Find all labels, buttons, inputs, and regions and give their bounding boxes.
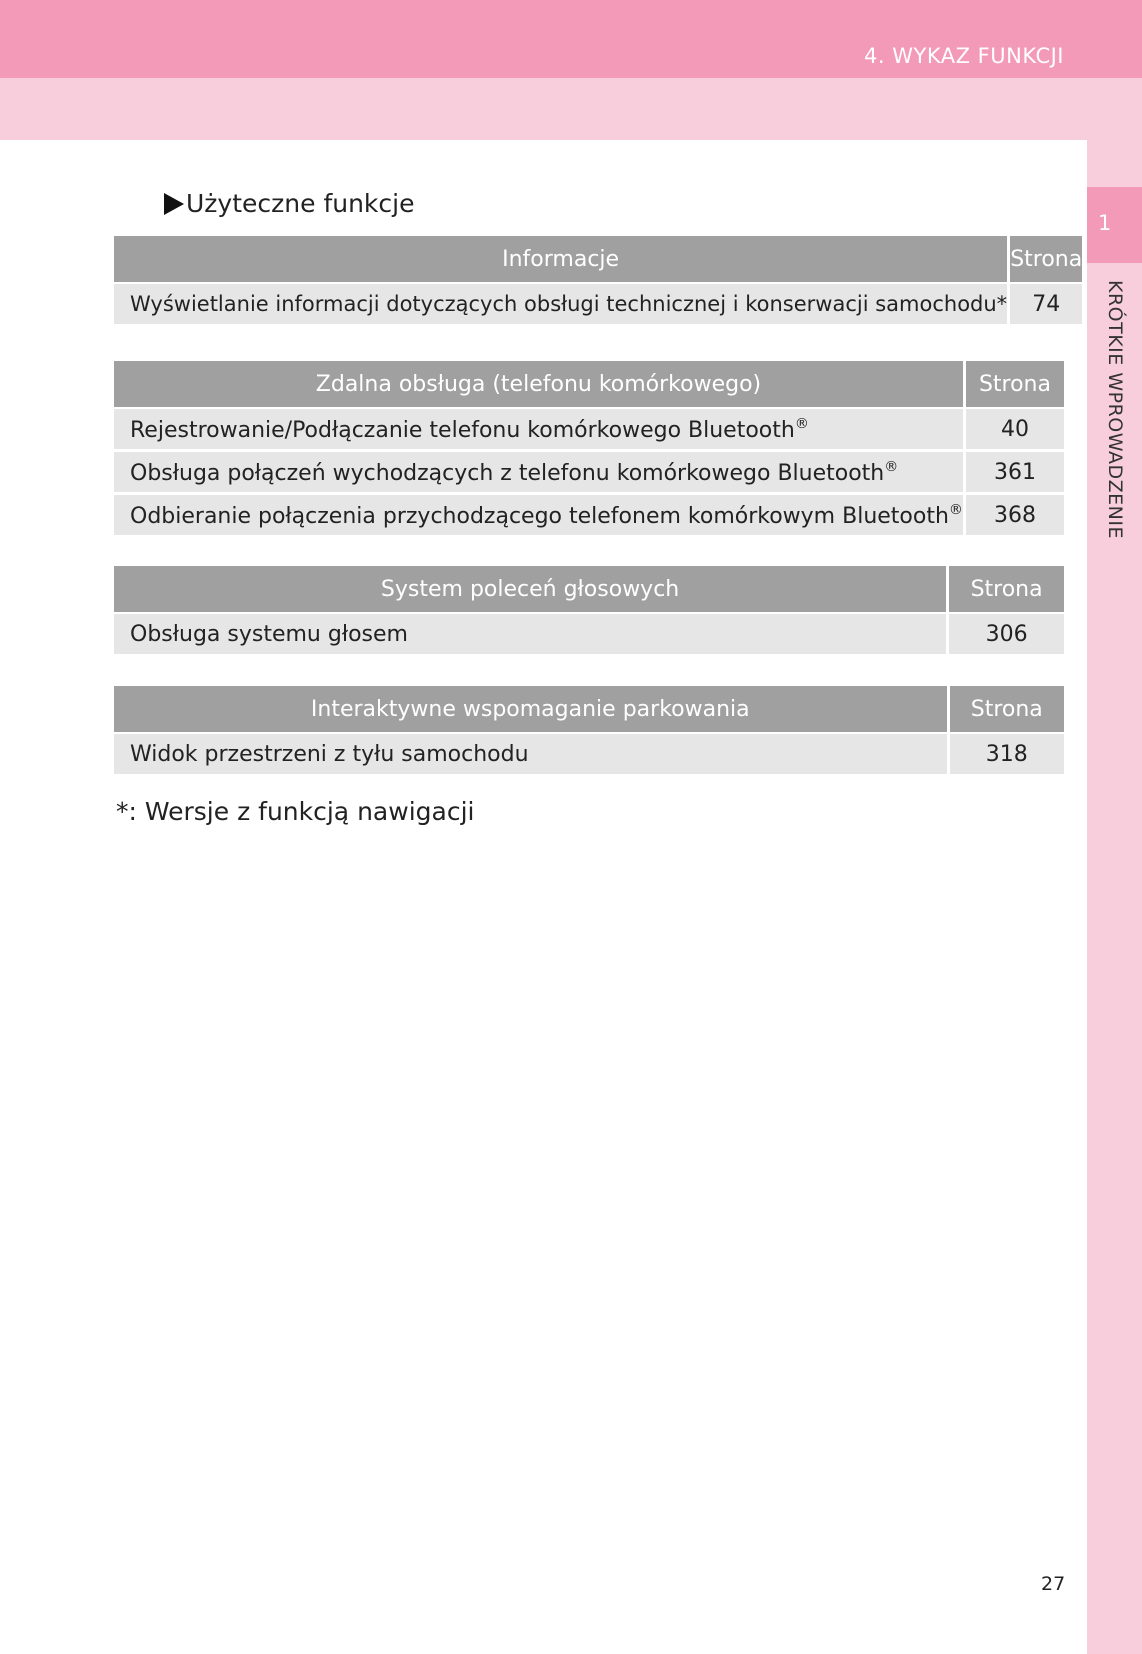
table-row [114,284,1082,324]
table-row [114,614,1064,654]
table-row [114,734,1064,774]
chapter-tab[interactable] [1087,187,1142,263]
table-heading: Informacje [114,236,1010,284]
table-row [114,452,1064,495]
table-row [114,495,1064,535]
page-reference-link[interactable]: 318 [950,734,1064,774]
chapter-title: 4. WYKAZ FUNKCJI [864,44,1064,68]
header-sub-band [0,78,1142,140]
row-label: Obsługa połączeń wychodzących z telefonu komórkowego Bluetooth [130,460,885,486]
table-header-row [114,361,1064,409]
page-column-heading: Strona [950,686,1064,734]
section-title [164,189,414,218]
table-zdalna-obsluga [114,361,1064,535]
chapter-tab-number: 1 [1098,211,1112,235]
table-header-row [114,566,1064,614]
registered-mark: ® [948,501,963,518]
table-system-polecen [114,566,1064,654]
row-label: Wyświetlanie informacji dotyczących obsługi technicznej i konserwacji samochodu* [114,284,1010,324]
page-reference-link[interactable]: 306 [949,614,1064,654]
page-column-heading: Strona [966,361,1064,409]
table-header-row [114,236,1082,284]
table-informacje [114,236,1082,324]
page-column-heading: Strona [949,566,1064,614]
row-label-cell [114,495,966,535]
row-label-cell [114,409,966,452]
table-heading: System poleceń głosowych [114,566,949,614]
table-row [114,409,1064,452]
registered-mark: ® [794,415,809,432]
table-heading: Interaktywne wspomaganie parkowania [114,686,950,734]
row-label: Rejestrowanie/Podłączanie telefonu komórkowego Bluetooth [130,417,795,443]
row-label: Widok przestrzeni z tyłu samochodu [114,734,950,774]
page-reference-link[interactable]: 368 [966,495,1064,535]
triangle-bullet-icon [164,193,184,215]
chapter-side-label: KRÓTKIE WPROWADZENIE [1104,280,1126,539]
page-reference-link[interactable]: 74 [1010,284,1082,324]
page-reference-link[interactable]: 361 [966,452,1064,495]
row-label-cell [114,452,966,495]
page-reference-link[interactable]: 40 [966,409,1064,452]
row-label: Odbieranie połączenia przychodzącego telefonem komórkowym Bluetooth [130,503,949,529]
table-heading: Zdalna obsługa (telefonu komórkowego) [114,361,966,409]
row-label: Obsługa systemu głosem [114,614,949,654]
registered-mark: ® [884,458,899,475]
section-title-text: Użyteczne funkcje [186,189,415,218]
footnote: *: Wersje z funkcją nawigacji [116,797,475,826]
table-wspomaganie-parkowania [114,686,1064,774]
page-column-heading: Strona [1010,236,1082,284]
table-header-row [114,686,1064,734]
page-number: 27 [1041,1573,1066,1595]
